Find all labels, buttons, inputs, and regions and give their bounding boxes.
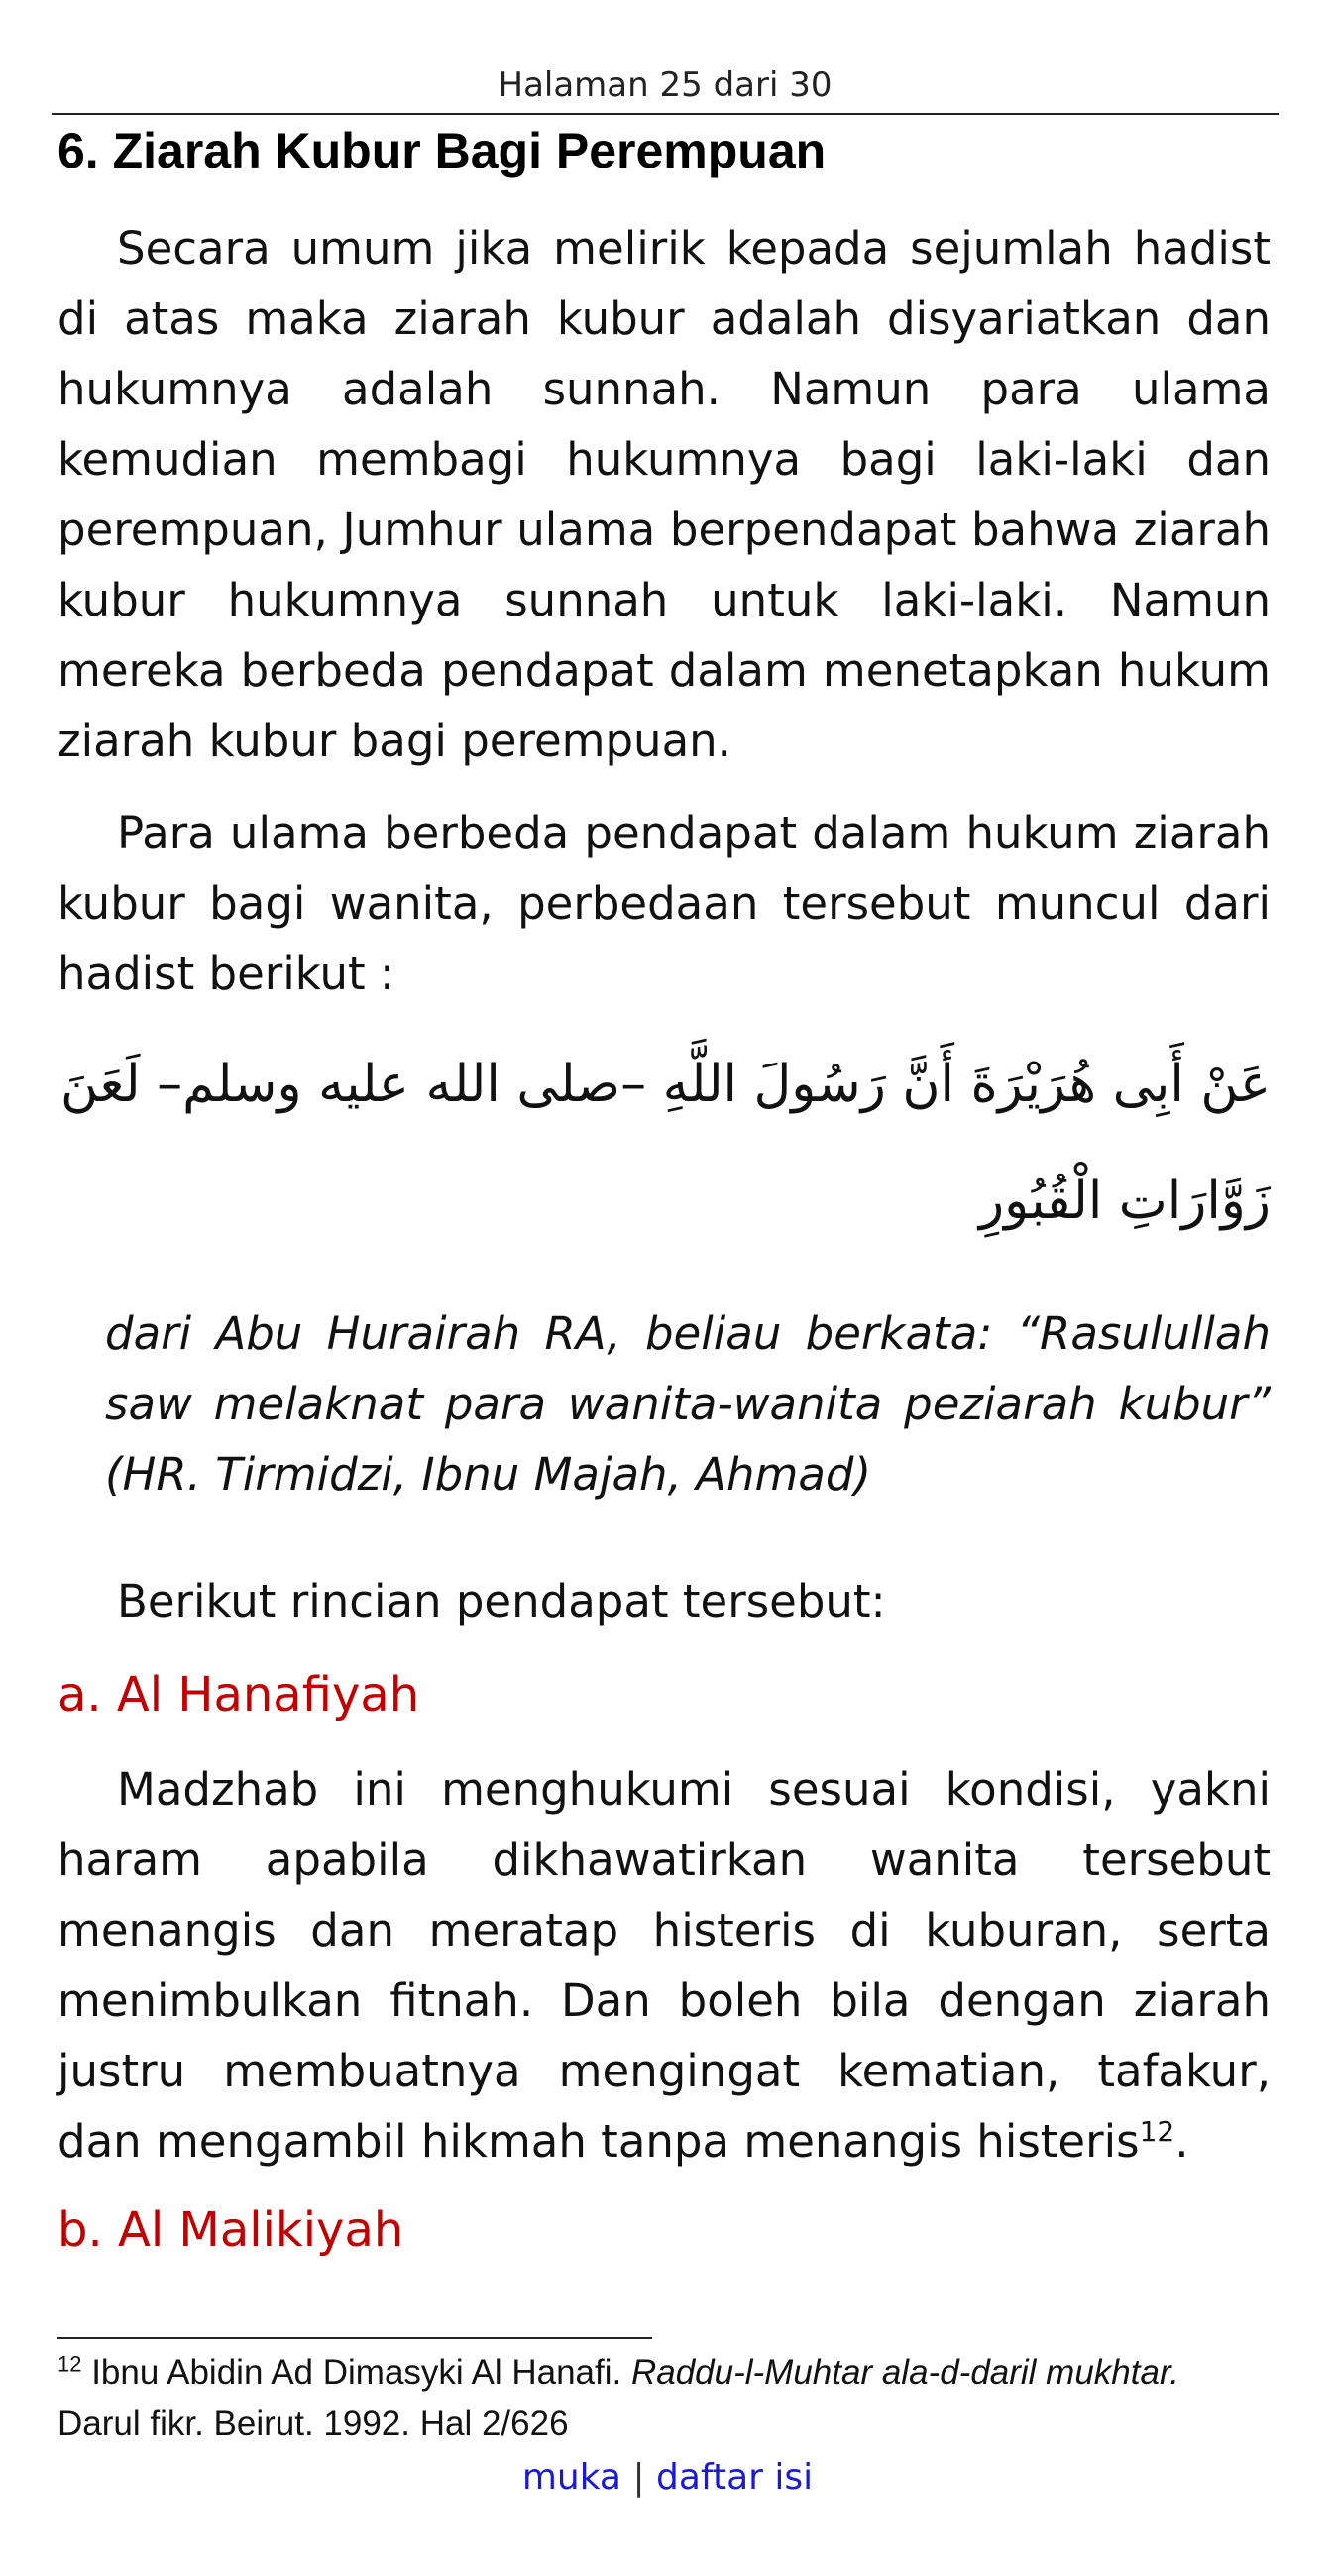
footnote-book-title: Raddu-l-Muhtar ala-d-daril mukhtar. xyxy=(630,2353,1180,2392)
subheading-al-malikiyah: b. Al Malikiyah xyxy=(57,2202,404,2258)
hanafiyah-paragraph xyxy=(57,1754,1271,2177)
subheading-al-hanafiyah: a. Al Hanafiyah xyxy=(57,1667,420,1723)
intro-paragraph: Secara umum jika melirik kepada sejumlah hadist di atas maka ziarah kubur adalah disyariatkan dan hukumnya adalah sunnah. Namun para ulama kemudian membagi hukumnya bagi laki-laki dan perempuan, Jumhur ulama berpendapat bahwa ziarah kubur hukumnya sunnah untuk laki-laki. Namun mereka berbeda pendapat dalam menetapkan hukum ziarah kubur bagi perempuan. xyxy=(57,222,1271,767)
hadith-translation: dari Abu Hurairah RA, beliau berkata: “Rasulullah saw melaknat para wanita-wanita peziarah kubur” (HR. Tirmidzi, Ibnu Majah, Ahmad) xyxy=(105,1307,1271,1501)
home-link[interactable]: muka xyxy=(521,2457,621,2498)
footnote-publisher: Darul fikr. Beirut. 1992. Hal 2/626 xyxy=(57,2405,569,2443)
details-intro: Berikut rincian pendapat tersebut: xyxy=(117,1575,886,1627)
footnote xyxy=(57,2347,1271,2450)
hanafiyah-text: Madzhab ini menghukumi sesuai kondisi, yakni haram apabila dikhawatirkan wanita tersebut menangis dan meratap histeris di kuburan, serta menimbulkan fitnah. Dan boleh bila dengan ziarah justru membuatnya mengingat kematian, tafakur, dan mengambil hikmah tanpa menangis histeris xyxy=(57,1763,1271,2168)
difference-paragraph: Para ulama berbeda pendapat dalam hukum ziarah kubur bagi wanita, perbedaan tersebut muncul dari hadist berikut : xyxy=(57,807,1271,1000)
footer-navigation xyxy=(0,2450,1335,2506)
page-indicator: Halaman 25 dari 30 xyxy=(498,65,833,105)
nav-separator: | xyxy=(632,2457,645,2498)
arabic-hadith: عَنْ أَبِى هُرَيْرَةَ أَنَّ رَسُولَ اللَّهِ –صلى الله عليه وسلم– لَعَنَ زَوَّارَاتِ الْقُبُورِ xyxy=(60,1055,1271,1231)
section-title: 6. Ziarah Kubur Bagi Perempuan xyxy=(57,123,827,178)
footnote-number: 12 xyxy=(57,2351,82,2377)
table-of-contents-link[interactable]: daftar isi xyxy=(656,2457,814,2498)
end-punctuation: . xyxy=(1174,2115,1189,2168)
footnote-author: Ibnu Abidin Ad Dimasyki Al Hanafi. xyxy=(81,2353,631,2392)
footnote-reference[interactable]: 12 xyxy=(1139,2115,1175,2148)
footnote-divider xyxy=(57,2337,652,2339)
page-header xyxy=(52,57,1279,115)
